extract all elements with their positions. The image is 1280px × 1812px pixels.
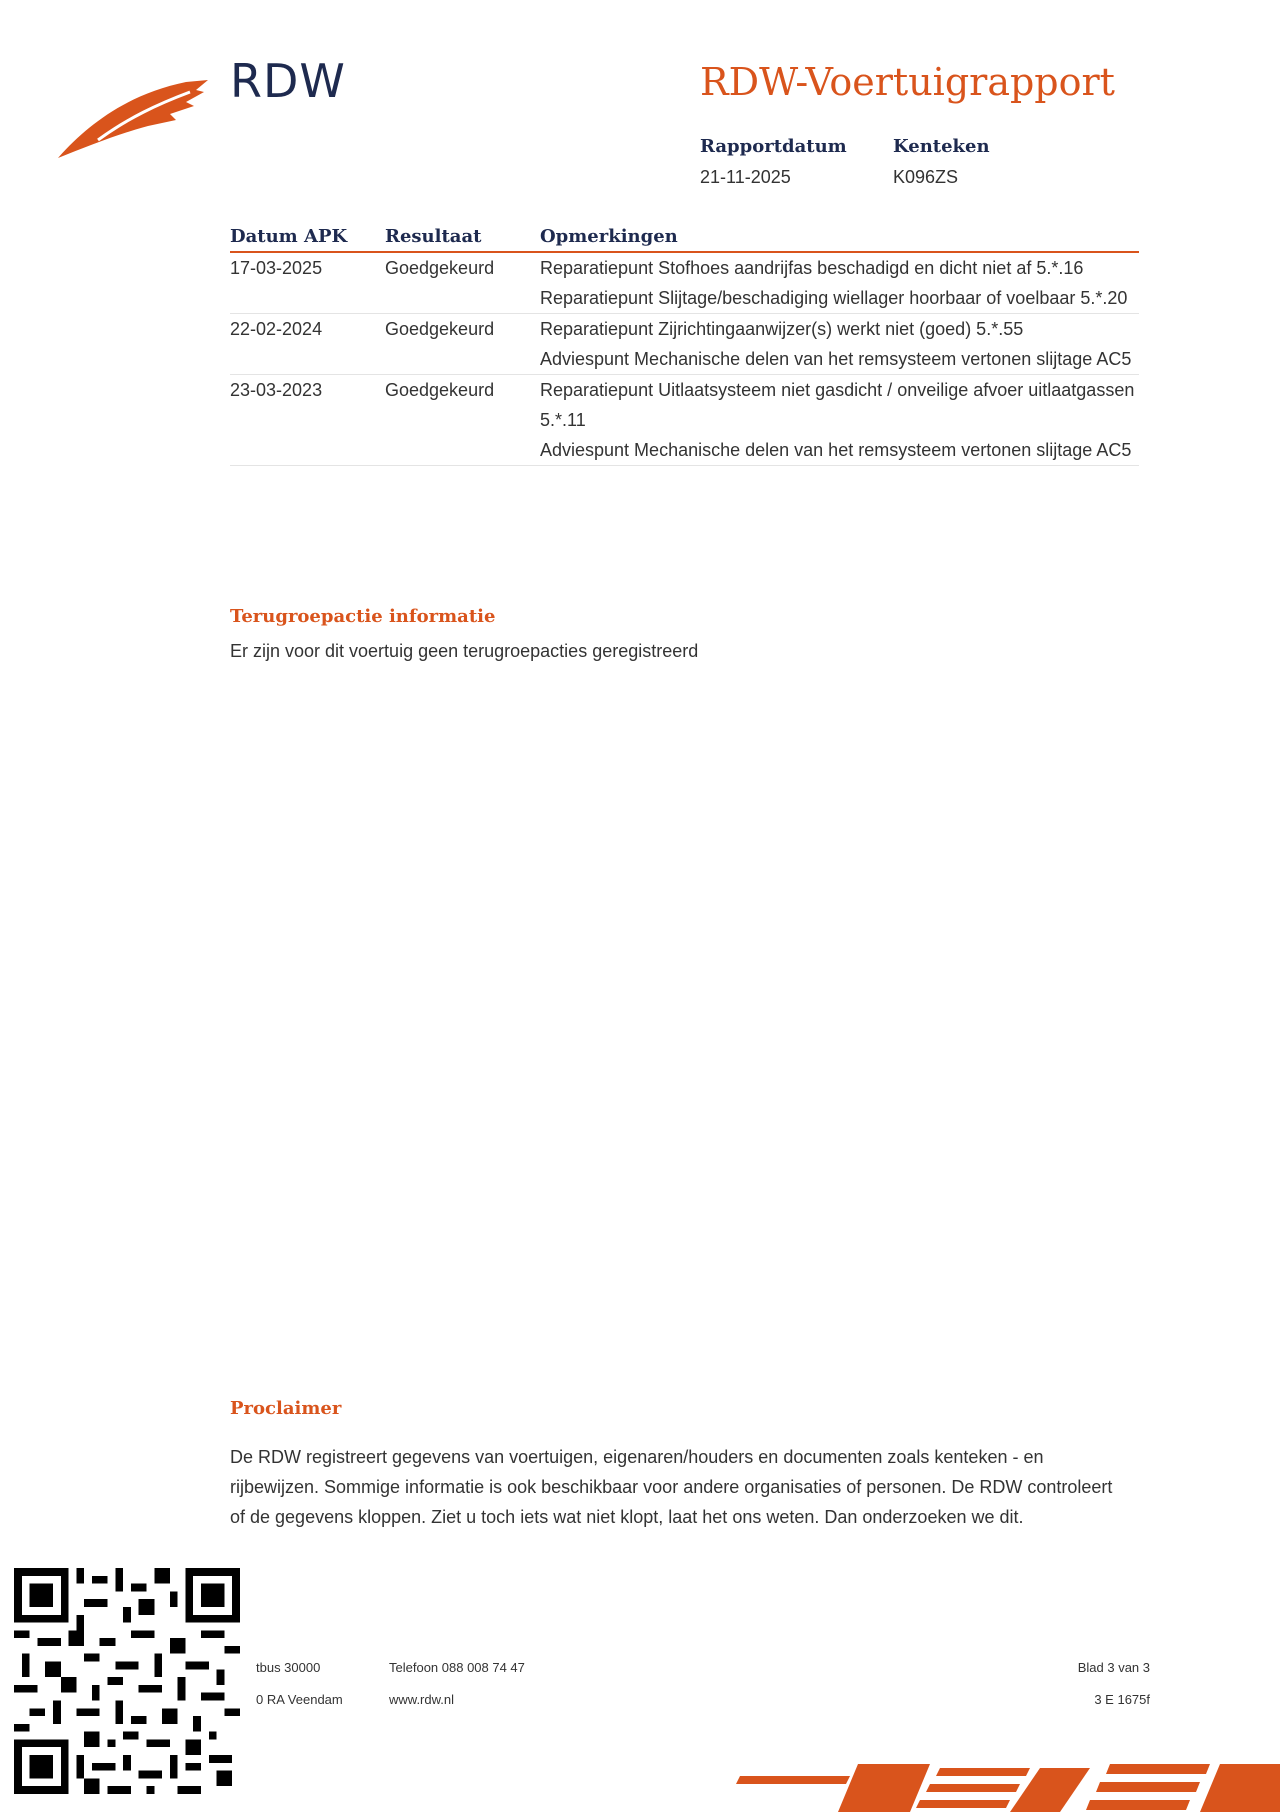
apk-date: 23-03-2023 [230, 375, 385, 466]
remark-line: Reparatiepunt Slijtage/beschadiging wiellager hoorbaar of voelbaar 5.*.20 [540, 288, 1128, 308]
footer-phone: Telefoon 088 008 74 47 [389, 1660, 525, 1675]
recall-text: Er zijn voor dit voertuig geen terugroepacties geregistreerd [230, 641, 699, 661]
apk-table [230, 222, 1139, 466]
decorative-stripes-icon [730, 1754, 1280, 1812]
remark-line: Reparatiepunt Zijrichtingaanwijzer(s) werkt niet (goed) 5.*.55 [540, 319, 1024, 339]
footer-address-line1: tbus 30000 [256, 1660, 321, 1675]
footer-document-code: 3 E 1675f [1094, 1692, 1150, 1707]
apk-date: 17-03-2025 [230, 252, 385, 314]
apk-remarks [540, 252, 1139, 314]
plate-block [893, 136, 990, 188]
apk-result: Goedgekeurd [385, 252, 540, 314]
brand-name: RDW [230, 54, 346, 108]
remark-line: Adviespunt Mechanische delen van het remsysteem vertonen slijtage AC5 [540, 349, 1132, 369]
remark-line: Reparatiepunt Stofhoes aandrijfas beschadigd en dicht niet af 5.*.16 [540, 258, 1084, 278]
apk-remarks [540, 314, 1139, 375]
remark-line: Reparatiepunt Uitlaatsysteem niet gasdicht / onveilige afvoer uitlaatgassen 5.*.11 [540, 380, 1135, 430]
column-header-date: Datum APK [230, 222, 385, 252]
report-date-value: 21-11-2025 [700, 167, 791, 187]
apk-result: Goedgekeurd [385, 314, 540, 375]
qr-code-icon [14, 1568, 240, 1794]
table-row [230, 314, 1139, 375]
column-header-remarks: Opmerkingen [540, 222, 1139, 252]
proclaimer-text: De RDW registreert gegevens van voertuigen, eigenaren/houders en documenten zoals kenteken - en rijbewijzen. Sommige informatie is ook beschikbaar voor andere organisaties of personen. De RDW controleert of de gegevens kloppen. Ziet u toch iets wat niet klopt, laat het ons weten. Dan onderzoeken we dit. [230, 1447, 1113, 1527]
proclaimer-title: Proclaimer [230, 1398, 342, 1419]
report-date-label: Rapportdatum [700, 136, 847, 157]
rdw-logo-icon [58, 74, 208, 164]
plate-value: K096ZS [893, 167, 959, 187]
table-header-row [230, 222, 1139, 252]
footer-website-link[interactable]: www.rdw.nl [389, 1692, 455, 1707]
apk-result: Goedgekeurd [385, 375, 540, 466]
table-row [230, 252, 1139, 314]
plate-label: Kenteken [893, 136, 990, 157]
apk-date: 22-02-2024 [230, 314, 385, 375]
recall-title: Terugroepactie informatie [230, 606, 496, 627]
column-header-result: Resultaat [385, 222, 540, 252]
table-row [230, 375, 1139, 466]
footer-address-line2: 0 RA Veendam [256, 1692, 343, 1707]
remark-line: Adviespunt Mechanische delen van het remsysteem vertonen slijtage AC5 [540, 440, 1132, 460]
report-date-block [700, 136, 847, 188]
apk-remarks [540, 375, 1139, 466]
report-title: RDW-Voertuigrapport [700, 60, 1115, 104]
footer-page-number: Blad 3 van 3 [1077, 1660, 1150, 1675]
